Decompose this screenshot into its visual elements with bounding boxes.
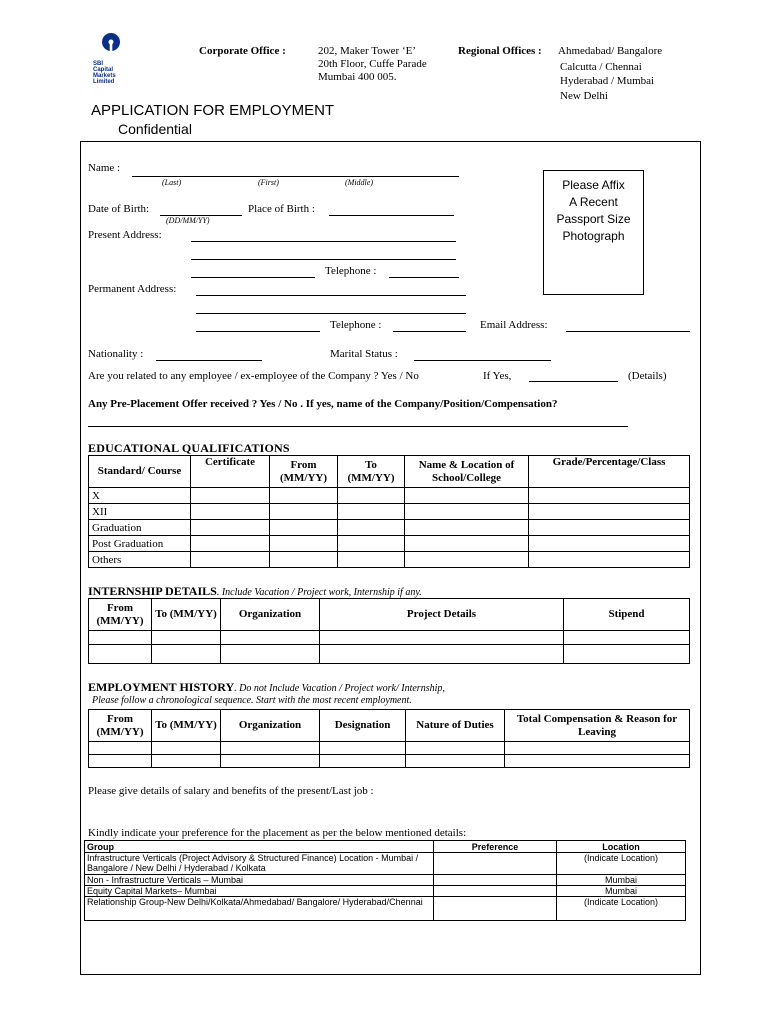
photo-box-line: Photograph <box>562 229 625 243</box>
corporate-address-line: Mumbai 400 005. <box>318 71 397 83</box>
table-row <box>89 488 690 504</box>
table-cell[interactable] <box>405 536 529 552</box>
education-row-label: X <box>89 488 191 504</box>
table-row <box>85 853 686 875</box>
education-row-label: Post Graduation <box>89 536 191 552</box>
table-cell[interactable] <box>505 742 690 755</box>
table-cell[interactable] <box>89 755 152 768</box>
dob-label: Date of Birth: <box>88 203 150 215</box>
education-table <box>88 455 690 568</box>
permanent-address-field[interactable] <box>196 295 466 296</box>
preference-group: Non - Infrastructure Verticals – Mumbai <box>85 875 434 886</box>
table-cell[interactable] <box>221 631 320 645</box>
employment-header: Organization <box>221 710 320 742</box>
preference-header: Preference <box>434 841 557 853</box>
table-cell[interactable] <box>270 504 338 520</box>
present-address-field[interactable] <box>191 241 456 242</box>
internship-header: Stipend <box>564 599 690 631</box>
table-cell[interactable] <box>405 488 529 504</box>
logo-line: SBI <box>93 61 104 67</box>
table-cell[interactable] <box>564 645 690 664</box>
sbi-logo <box>91 32 131 90</box>
table-cell[interactable] <box>89 742 152 755</box>
table-row <box>89 552 690 568</box>
name-field[interactable] <box>132 176 459 177</box>
table-cell[interactable] <box>152 755 221 768</box>
table-cell[interactable] <box>191 536 270 552</box>
table-cell[interactable] <box>505 755 690 768</box>
employment-table <box>88 709 690 768</box>
table-cell[interactable] <box>89 631 152 645</box>
table-cell[interactable] <box>338 536 405 552</box>
table-row <box>89 755 690 768</box>
corporate-office-label: Corporate Office : <box>199 45 286 57</box>
photo-box[interactable] <box>543 170 644 295</box>
table-row <box>89 504 690 520</box>
education-heading: EDUCATIONAL QUALIFICATIONS <box>88 441 290 455</box>
employment-header: Nature of Duties <box>406 710 505 742</box>
education-header: Certificate <box>191 456 270 488</box>
related-details-field[interactable] <box>529 381 618 382</box>
present-address-field[interactable] <box>191 277 315 278</box>
page-title: APPLICATION FOR EMPLOYMENT <box>91 102 335 119</box>
table-row <box>89 645 690 664</box>
ppo-question: Any Pre-Placement Offer received ? Yes / No . If yes, name of the Company/Position/Compensation? <box>88 398 558 410</box>
table-cell[interactable] <box>320 742 406 755</box>
sbi-keyhole-icon <box>91 32 131 60</box>
regional-line: New Delhi <box>560 90 608 102</box>
internship-header: From (MM/YY) <box>89 599 152 631</box>
employment-note-2: Please follow a chronological sequence. Start with the most recent employment. <box>92 695 412 706</box>
employment-header: From (MM/YY) <box>89 710 152 742</box>
table-cell[interactable] <box>152 645 221 664</box>
education-row-label: Graduation <box>89 520 191 536</box>
table-cell[interactable] <box>529 520 690 536</box>
preference-header: Location <box>557 841 686 853</box>
table-cell[interactable] <box>406 755 505 768</box>
salary-note: Please give details of salary and benefits of the present/Last job : <box>88 785 374 797</box>
permanent-address-field[interactable] <box>196 331 320 332</box>
ppo-field[interactable] <box>88 426 628 427</box>
name-last-hint: (Last) <box>162 178 182 187</box>
table-row <box>85 886 686 897</box>
preference-location: Mumbai <box>557 875 686 886</box>
employment-header: To (MM/YY) <box>152 710 221 742</box>
internship-header: Project Details <box>320 599 564 631</box>
preference-location: (Indicate Location) <box>557 853 686 875</box>
logo-line: Capital <box>93 67 114 73</box>
table-cell[interactable] <box>338 552 405 568</box>
education-header: To (MM/YY) <box>338 456 405 488</box>
present-address-label: Present Address: <box>88 229 162 241</box>
table-cell[interactable] <box>564 631 690 645</box>
corporate-address-line: 20th Floor, Cuffe Parade <box>318 58 427 70</box>
photo-box-line: Passport Size <box>556 212 631 226</box>
preference-table <box>84 840 686 921</box>
table-cell[interactable] <box>405 552 529 568</box>
regional-line: Hyderabad / Mumbai <box>560 75 655 87</box>
marital-status-field[interactable] <box>414 360 551 361</box>
present-address-field[interactable] <box>191 259 456 260</box>
pob-field[interactable] <box>329 215 454 216</box>
preference-field[interactable] <box>434 886 557 897</box>
education-header: From (MM/YY) <box>270 456 338 488</box>
table-cell[interactable] <box>89 645 152 664</box>
table-cell[interactable] <box>338 504 405 520</box>
table-cell[interactable] <box>270 488 338 504</box>
preference-field[interactable] <box>434 853 557 875</box>
related-details-label: (Details) <box>628 370 667 382</box>
preference-field[interactable] <box>434 875 557 886</box>
table-cell[interactable] <box>270 536 338 552</box>
table-row <box>89 742 690 755</box>
table-row <box>89 520 690 536</box>
table-cell[interactable] <box>529 552 690 568</box>
preference-intro: Kindly indicate your preference for the placement as per the below mentioned details: <box>88 827 467 839</box>
internship-heading: INTERNSHIP DETAILS <box>88 584 217 598</box>
nationality-field[interactable] <box>156 360 262 361</box>
table-cell[interactable] <box>338 520 405 536</box>
permanent-telephone-label: Telephone : <box>330 319 382 331</box>
table-cell[interactable] <box>320 645 564 664</box>
preference-group: Relationship Group-New Delhi/Kolkata/Ahmedabad/ Bangalore/ Hyderabad/Chennai <box>85 897 434 921</box>
table-cell[interactable] <box>191 520 270 536</box>
table-cell[interactable] <box>270 552 338 568</box>
salary-details-field[interactable] <box>88 800 688 825</box>
table-cell[interactable] <box>529 504 690 520</box>
education-header: Name & Location of School/College <box>405 456 529 488</box>
preference-header: Group <box>85 841 434 853</box>
corporate-address <box>318 45 427 84</box>
pob-label: Place of Birth : <box>248 203 315 215</box>
table-cell[interactable] <box>405 504 529 520</box>
internship-table <box>88 598 690 664</box>
table-cell[interactable] <box>191 488 270 504</box>
table-cell[interactable] <box>405 520 529 536</box>
permanent-address-label: Permanent Address: <box>88 283 177 295</box>
table-cell[interactable] <box>152 631 221 645</box>
preference-group: Equity Capital Markets– Mumbai <box>85 886 434 897</box>
table-cell[interactable] <box>529 536 690 552</box>
preference-field[interactable] <box>434 897 557 921</box>
education-header: Standard/ Course <box>89 456 191 488</box>
table-row <box>89 631 690 645</box>
preference-location: Mumbai <box>557 886 686 897</box>
education-header: Grade/Percentage/Class <box>529 456 690 488</box>
table-cell[interactable] <box>221 755 320 768</box>
preference-location: (Indicate Location) <box>557 897 686 921</box>
page-subtitle: Confidential <box>118 121 192 137</box>
table-cell[interactable] <box>152 742 221 755</box>
table-row <box>85 875 686 886</box>
table-cell[interactable] <box>529 488 690 504</box>
education-row-label: Others <box>89 552 191 568</box>
preference-group: Infrastructure Verticals (Project Advisory & Structured Finance) Location - Mumbai / Bangalore / New Delhi / Hyderabad / Kolkata <box>85 853 434 875</box>
table-cell[interactable] <box>191 552 270 568</box>
internship-heading-line <box>88 584 422 599</box>
related-question: Are you related to any employee / ex-employee of the Company ? Yes / No <box>88 370 419 382</box>
internship-header: To (MM/YY) <box>152 599 221 631</box>
table-row <box>89 536 690 552</box>
internship-note: . Include Vacation / Project work, Internship if any. <box>216 587 422 598</box>
employment-heading: EMPLOYMENT HISTORY <box>88 680 235 694</box>
table-cell[interactable] <box>270 520 338 536</box>
related-if-yes: If Yes, <box>483 370 512 382</box>
regional-line: Calcutta / Chennai <box>560 61 642 73</box>
education-row-label: XII <box>89 504 191 520</box>
logo-line: Limited <box>93 79 115 85</box>
marital-status-label: Marital Status : <box>330 348 398 360</box>
employment-header: Designation <box>320 710 406 742</box>
name-first-hint: (First) <box>258 178 279 187</box>
nationality-label: Nationality : <box>88 348 144 360</box>
logo-line: Markets <box>93 73 116 79</box>
employment-heading-line <box>88 680 445 695</box>
table-cell[interactable] <box>320 631 564 645</box>
email-field[interactable] <box>566 331 690 332</box>
permanent-telephone-field[interactable] <box>393 331 466 332</box>
name-label: Name : <box>88 162 121 174</box>
employment-header: Total Compensation & Reason for Leaving <box>505 710 690 742</box>
present-telephone-label: Telephone : <box>325 265 377 277</box>
table-cell[interactable] <box>221 645 320 664</box>
corporate-address-line: 202, Maker Tower ‘E’ <box>318 45 416 57</box>
photo-box-line: Please Affix <box>562 178 625 192</box>
table-cell[interactable] <box>221 742 320 755</box>
table-cell[interactable] <box>406 742 505 755</box>
permanent-address-field[interactable] <box>196 313 466 314</box>
table-cell[interactable] <box>338 488 405 504</box>
regional-offices-label: Regional Offices : <box>458 45 542 57</box>
employment-note: . Do not Include Vacation / Project work/ Internship, <box>234 683 445 694</box>
table-cell[interactable] <box>191 504 270 520</box>
dob-format-hint: (DD/MM/YY) <box>166 216 210 225</box>
internship-header: Organization <box>221 599 320 631</box>
table-row <box>85 897 686 921</box>
regional-line: Ahmedabad/ Bangalore <box>558 45 663 57</box>
present-telephone-field[interactable] <box>389 277 459 278</box>
table-cell[interactable] <box>320 755 406 768</box>
name-middle-hint: (Middle) <box>345 178 373 187</box>
email-label: Email Address: <box>480 319 548 331</box>
photo-box-line: A Recent <box>569 195 618 209</box>
